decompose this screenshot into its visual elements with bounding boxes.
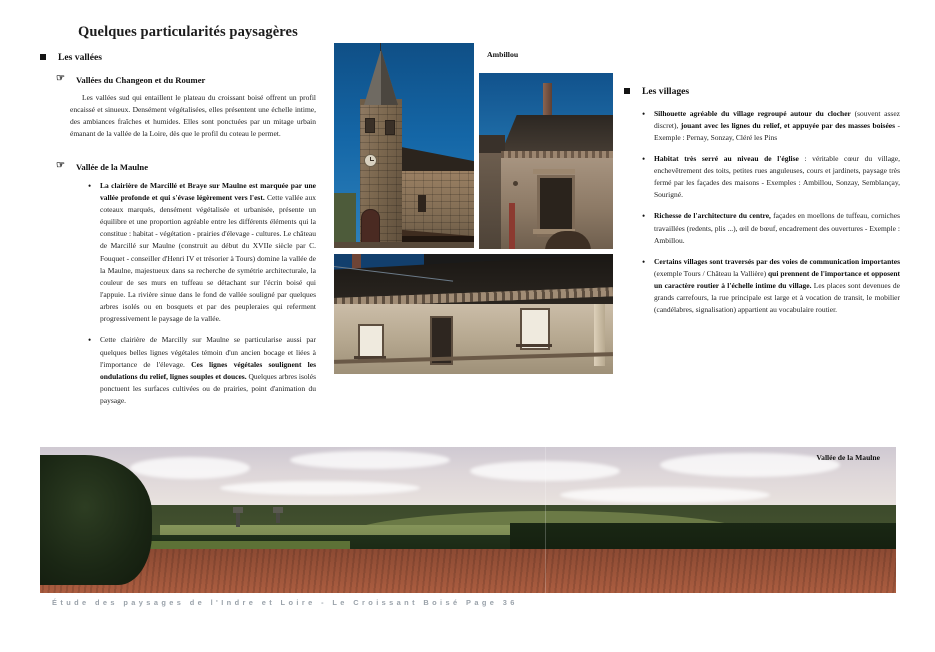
foreground-tree-mass — [40, 455, 152, 585]
section-heading-les-vallees — [36, 52, 324, 64]
photo-panorama-vallee-maulne — [40, 447, 896, 593]
ground-strip — [334, 242, 474, 248]
water-tower — [236, 511, 240, 527]
photo-caption-vallee-maulne: Vallée de la Maulne — [816, 453, 880, 462]
photo-church-ambillou — [334, 43, 474, 248]
sub-heading-label: Vallée de la Maulne — [76, 162, 149, 173]
photo-caption-ambillou: Ambillou — [487, 50, 519, 59]
bullet-body-text: : véritable cœur du village, enchevêtrement des toits, petites rues anguleuses, cours et jardinets, paysage très fermé par les façades des maisons - Exemples : Ambillou, Sonzay, Semblançay, Sourigné. — [654, 153, 900, 200]
cloud — [290, 451, 450, 469]
oeil-de-boeuf-icon — [513, 181, 518, 186]
bullet-body-text: façades en moellons de tuffeau, corniches travaillées (redents, plis ...), œil de bœuf, encadrement des ouvertures - Exemple : Ambillou. — [654, 211, 900, 245]
red-post — [509, 203, 515, 249]
cloud — [130, 457, 250, 479]
church-spire-shadow — [381, 49, 398, 105]
clock-face — [364, 154, 377, 167]
cloud — [560, 487, 770, 503]
chimney — [543, 83, 552, 115]
bullet-lead-text-2: qui prennent de l'importance et opposent un caractère routier à l'échelle intime du village. — [654, 269, 900, 291]
right-bullet-list — [642, 108, 900, 317]
photo-village-facade — [334, 254, 613, 374]
ploughed-field — [40, 549, 896, 593]
left-bullet-list — [88, 180, 316, 408]
clock-hand-minute — [370, 160, 374, 161]
bullet-body-text-2: - Exemple : Pernay, Sonzay, Cléré les Pins — [654, 120, 900, 142]
sub-heading-changeon-roumer — [36, 72, 324, 85]
bullet-body-text-2: Les places sont devenues de grands carrefours, la rue principale est large et à vocation de transit, le mobilier (candélabres, signalisation) appartient au vocabulaire routier. — [654, 281, 900, 315]
bullet-lead-text-2: Ces lignes végétales soulignent les ondulations du relief, lignes souples et douces. — [100, 359, 316, 381]
corner-pilaster — [594, 304, 605, 366]
slate-roof — [501, 115, 613, 153]
paragraph-vallees-sud: Les vallées sud qui entaillent le plateau du croissant boisé offrent un profil encaissé et sinueux. Densément végétalisées, elles présentent une échelle intime, des ambiances fraîches et humides. Elles sont ponctuées par un mitage urbain émanant de la vallée de la Loire, dès que le profil du coteau le permet. — [70, 92, 316, 139]
page-footer: Étude des paysages de l'Indre et Loire - Le Croissant Boisé Page 36 — [52, 598, 518, 607]
bullet-body-text: Cette clairière de Marcilly sur Maulne se particularise aussi par quelques belles lignes végétales témoin d'un ancien bocage et liées à l'importance de l'élevage. — [100, 335, 316, 369]
bullet-body-text: (souvent assez discret), — [654, 108, 900, 130]
bullet-lead-text: Habitat très serré au niveau de l'église — [654, 153, 799, 163]
section-heading-label: Les vallées — [58, 52, 102, 63]
section-heading-label: Les villages — [642, 86, 690, 97]
foreground-bush — [334, 193, 356, 248]
hand-pointer-icon: ☞ — [56, 160, 65, 172]
spire-cross-icon — [380, 43, 381, 51]
bullet-body-text: (exemple Tours / Château la Vallière) — [654, 269, 769, 279]
left-column — [36, 52, 324, 416]
bullet-lead-text: Certains villages sont traversés par des voies de communication importantes — [654, 256, 900, 266]
page-title: Quelques particularités paysagères — [78, 24, 298, 40]
window-railing — [516, 344, 552, 347]
panorama-stitch-seam — [545, 447, 546, 593]
bullet-body-text: Cette vallée aux coteaux marqués, densément végétalisée et urbanisée, présente un équilibre et une proportion agréable entre les différents éléments qui la constitue : habitat - végétation - prairies d'élevage - cultures. Le château de Marcillé sur Maulne (construit au début du XVIIe siècle par C. Fouquet - conseiller d'Henri IV et trésorier à Tours) domine la vallée de la Maulne, majestueux dans sa recherche de symétrie architecturale, la couleur de ses murs en tuffeau se détachant sur l'écrin boisé qui l'appuie. La rivière sinue dans le fond de vallée souligné par quelques arbres isolés ou en bosquets et par des peupleraies qui referment progressivement le paysage de la vallée. — [100, 192, 317, 324]
right-column — [620, 86, 905, 326]
belfry-louvre — [385, 120, 395, 135]
section-heading-les-villages — [620, 86, 905, 98]
water-tower-secondary — [276, 511, 280, 523]
bullet-lead-text-2: jouant avec les lignes du relief, et appuyée par des masses boisées — [680, 120, 896, 130]
list-item — [642, 210, 900, 246]
photo-stone-house — [479, 73, 613, 249]
sub-heading-vallee-maulne — [36, 162, 324, 172]
sub-heading-label: Vallées du Changeon et du Roumer — [76, 74, 206, 85]
bullet-lead-text: La clairière de Marcillé et Braye sur Maulne est marquée par une vallée profonde et qui s'évase légèrement vers l'est. — [100, 180, 316, 202]
bullet-lead-text: Richesse de l'architecture du centre, — [654, 211, 771, 221]
list-item — [642, 256, 900, 317]
cloud — [660, 453, 840, 477]
cloud — [220, 481, 420, 495]
hand-pointer-icon: ☞ — [56, 72, 65, 84]
belfry-louvre — [365, 118, 375, 133]
adjacent-wall — [479, 153, 503, 249]
list-item — [642, 153, 900, 202]
window-frame — [537, 175, 575, 237]
nave-window — [418, 195, 426, 212]
square-bullet-icon — [624, 88, 630, 94]
list-item — [642, 108, 900, 144]
window-lintel — [533, 169, 575, 174]
bullet-body-text-2: Quelques arbres isolés ponctuent les surfaces cultivées ou de prairies, point d'animation du paysage. — [100, 371, 316, 406]
list-item — [88, 180, 316, 326]
list-item — [88, 334, 316, 407]
square-bullet-icon — [40, 54, 46, 60]
bullet-lead-text: Silhouette agréable du village regroupé autour du clocher — [654, 108, 851, 118]
